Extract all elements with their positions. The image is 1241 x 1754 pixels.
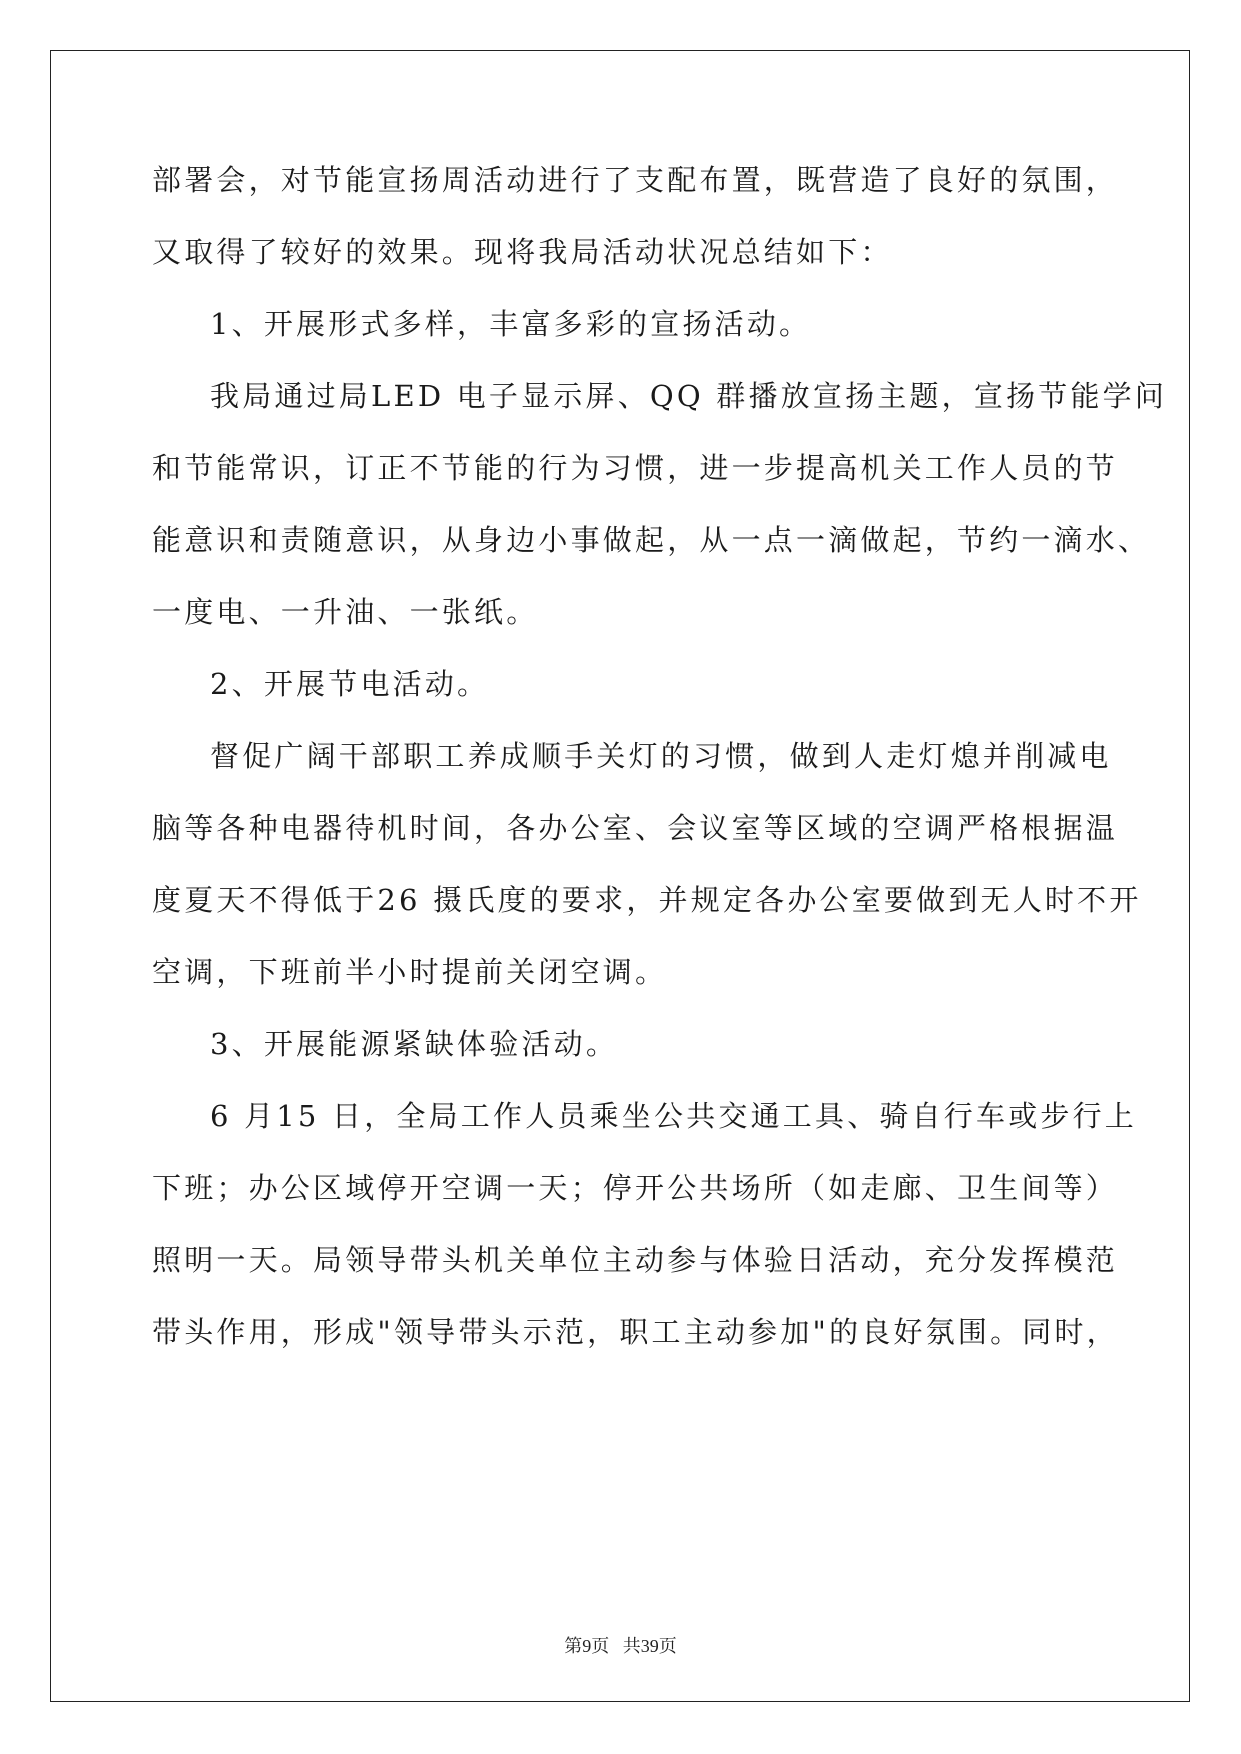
page-number: 第9页 共39页: [564, 1636, 677, 1656]
text-line: 脑等各种电器待机时间，各办公室、会议室等区域的空调严格根据温: [152, 811, 1119, 845]
text-line: 和节能常识，订正不节能的行为习惯，进一步提高机关工作人员的节: [152, 451, 1119, 485]
section-heading: 1、开展形式多样，丰富多彩的宣扬活动。: [210, 307, 812, 341]
text-line: 又取得了较好的效果。现将我局活动状况总结如下：: [152, 235, 893, 269]
text-line: 我局通过局LED 电子显示屏、QQ 群播放宣扬主题，宣扬节能学问: [210, 379, 1168, 413]
text-line: 能意识和责随意识，从身边小事做起，从一点一滴做起，节约一滴水、: [152, 523, 1151, 557]
page-border: [50, 50, 1190, 1702]
text-line: 6 月15 日，全局工作人员乘坐公共交通工具、骑自行车或步行上: [210, 1099, 1137, 1133]
text-line: 照明一天。局领导带头机关单位主动参与体验日活动，充分发挥模范: [152, 1243, 1119, 1277]
text-line: 一度电、一升油、一张纸。: [152, 595, 539, 629]
section-heading: 2、开展节电活动。: [210, 667, 490, 701]
text-line: 空调，下班前半小时提前关闭空调。: [152, 955, 668, 989]
text-line: 下班；办公区域停开空调一天；停开公共场所（如走廊、卫生间等）: [152, 1171, 1119, 1205]
text-line: 部署会，对节能宣扬周活动进行了支配布置，既营造了良好的氛围，: [152, 163, 1119, 197]
text-line: 度夏天不得低于26 摄氏度的要求，并规定各办公室要做到无人时不开: [152, 883, 1142, 917]
text-line: 带头作用，形成"领导带头示范，职工主动参加"的良好氛围。同时，: [152, 1315, 1119, 1349]
section-heading: 3、开展能源紧缺体验活动。: [210, 1027, 619, 1061]
text-line: 督促广阔干部职工养成顺手关灯的习惯，做到人走灯熄并削减电: [210, 739, 1112, 773]
